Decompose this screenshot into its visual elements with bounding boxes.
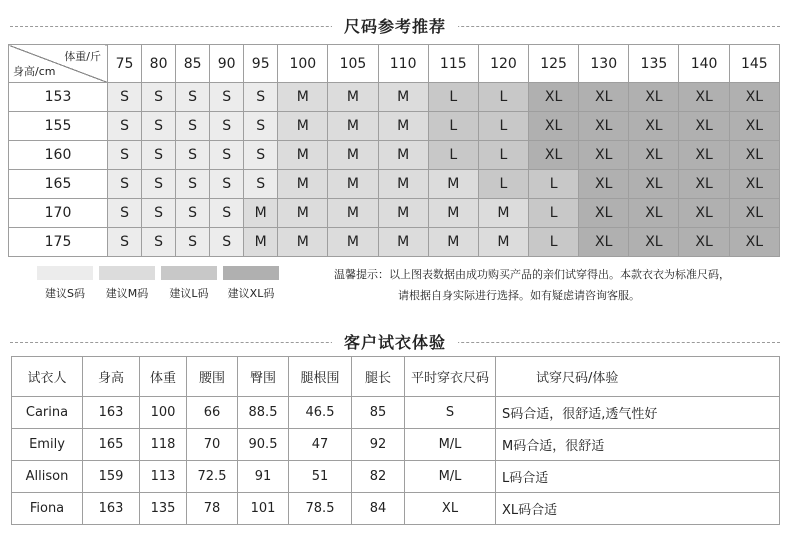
size-row: [9, 141, 780, 170]
height-cell: 165: [9, 170, 108, 199]
height-cell: 153: [9, 83, 108, 112]
size-cell: S: [176, 83, 210, 112]
weight-header-cell: 120: [478, 45, 528, 83]
size-cell: L: [428, 83, 478, 112]
size-cell: S: [108, 141, 142, 170]
size-cell: S: [244, 112, 278, 141]
experience-cell: 70: [187, 429, 238, 461]
experience-cell: M/L: [405, 429, 496, 461]
experience-cell: 90.5: [238, 429, 289, 461]
experience-cell: Carina: [12, 397, 83, 429]
size-cell: M: [428, 199, 478, 228]
legend-label: 建议S码: [45, 287, 85, 300]
size-row: [9, 170, 780, 199]
note-line: 请根据自身实际进行选择。如有疑虑请咨询客服。: [398, 289, 640, 302]
legend-label: 建议L码: [169, 287, 209, 300]
experience-cell: M/L: [405, 461, 496, 493]
weight-header-cell: 115: [428, 45, 478, 83]
size-cell: M: [378, 170, 428, 199]
height-cell: 175: [9, 228, 108, 257]
size-cell: M: [278, 112, 328, 141]
weight-header-cell: 125: [529, 45, 579, 83]
size-cell: XL: [729, 112, 779, 141]
experience-row: [12, 429, 780, 461]
size-cell: L: [529, 228, 579, 257]
weight-header-cell: 110: [378, 45, 428, 83]
experience-cell: 46.5: [289, 397, 352, 429]
size-cell: S: [244, 170, 278, 199]
size-cell: M: [478, 228, 528, 257]
experience-cell: XL: [405, 493, 496, 525]
size-cell: S: [210, 228, 244, 257]
legend-swatch: [99, 266, 155, 280]
weight-header-cell: 130: [579, 45, 629, 83]
experience-section-title: 客户试衣体验: [332, 330, 458, 353]
legend-swatch: [37, 266, 93, 280]
experience-cell: 47: [289, 429, 352, 461]
experience-header-row: [12, 357, 780, 397]
size-cell: M: [244, 228, 278, 257]
size-cell: L: [428, 141, 478, 170]
weight-header-cell: 135: [629, 45, 679, 83]
experience-cell: 163: [83, 493, 140, 525]
experience-row: [12, 493, 780, 525]
size-cell: S: [108, 170, 142, 199]
size-cell: XL: [629, 170, 679, 199]
experience-header-cell: 腰围: [187, 357, 238, 397]
size-cell: M: [428, 170, 478, 199]
size-cell: S: [244, 83, 278, 112]
experience-cell: S: [405, 397, 496, 429]
size-cell: XL: [579, 112, 629, 141]
size-cell: S: [176, 228, 210, 257]
legend-label: 建议M码: [105, 287, 149, 300]
size-cell: S: [142, 170, 176, 199]
weight-header-cell: 85: [176, 45, 210, 83]
experience-cell: 92: [352, 429, 405, 461]
size-cell: S: [142, 199, 176, 228]
weight-header-cell: 140: [679, 45, 729, 83]
size-cell: L: [478, 112, 528, 141]
size-cell: XL: [679, 228, 729, 257]
weight-header-cell: 105: [328, 45, 378, 83]
size-cell: XL: [579, 170, 629, 199]
height-cell: 170: [9, 199, 108, 228]
feedback-cell: S码合适，很舒适,透气性好: [496, 397, 780, 429]
size-header-row: [9, 45, 780, 83]
size-cell: L: [478, 170, 528, 199]
size-cell: XL: [679, 199, 729, 228]
experience-row: [12, 397, 780, 429]
weight-header-cell: 145: [729, 45, 779, 83]
experience-row: [12, 461, 780, 493]
size-cell: XL: [729, 141, 779, 170]
size-cell: S: [210, 141, 244, 170]
size-cell: S: [176, 199, 210, 228]
size-cell: M: [278, 228, 328, 257]
size-row: [9, 112, 780, 141]
experience-cell: Allison: [12, 461, 83, 493]
size-cell: L: [478, 141, 528, 170]
weight-header-cell: 80: [142, 45, 176, 83]
size-cell: XL: [679, 170, 729, 199]
size-cell: M: [278, 83, 328, 112]
size-note: [334, 264, 730, 306]
size-cell: S: [142, 228, 176, 257]
size-cell: XL: [679, 83, 729, 112]
experience-cell: Emily: [12, 429, 83, 461]
experience-cell: 118: [140, 429, 187, 461]
size-cell: S: [176, 170, 210, 199]
experience-cell: Fiona: [12, 493, 83, 525]
experience-cell: 66: [187, 397, 238, 429]
experience-cell: 135: [140, 493, 187, 525]
experience-header-cell: 平时穿衣尺码: [405, 357, 496, 397]
size-section-title: 尺码参考推荐: [332, 14, 458, 37]
legend-item: [161, 266, 217, 301]
height-cell: 155: [9, 112, 108, 141]
size-cell: XL: [729, 170, 779, 199]
size-cell: L: [428, 112, 478, 141]
size-cell: M: [278, 199, 328, 228]
experience-cell: 84: [352, 493, 405, 525]
size-cell: XL: [579, 199, 629, 228]
legend-item: [99, 266, 155, 301]
experience-header-cell: 臀围: [238, 357, 289, 397]
experience-section-title-bar: [0, 330, 790, 353]
size-cell: S: [210, 83, 244, 112]
size-cell: M: [378, 141, 428, 170]
weight-header-cell: 90: [210, 45, 244, 83]
size-cell: S: [176, 141, 210, 170]
size-cell: XL: [679, 112, 729, 141]
experience-cell: 78: [187, 493, 238, 525]
size-cell: S: [142, 83, 176, 112]
experience-header-cell: 身高: [83, 357, 140, 397]
size-row: [9, 83, 780, 112]
size-cell: L: [478, 83, 528, 112]
size-cell: S: [244, 141, 278, 170]
experience-cell: 101: [238, 493, 289, 525]
feedback-cell: XL码合适: [496, 493, 780, 525]
size-cell: XL: [579, 228, 629, 257]
legend-label: 建议XL码: [227, 287, 275, 300]
experience-header-cell: 试穿尺码/体验: [496, 357, 780, 397]
height-axis-label: 身高/cm: [13, 65, 56, 78]
size-cell: S: [210, 199, 244, 228]
size-cell: L: [529, 199, 579, 228]
size-cell: S: [108, 228, 142, 257]
size-cell: XL: [529, 83, 579, 112]
size-cell: XL: [729, 228, 779, 257]
note-line: 温馨提示：以上图表数据由成功购买产品的亲们试穿得出。本款衣衣为标准尺码，: [334, 268, 730, 281]
experience-cell: 82: [352, 461, 405, 493]
size-cell: XL: [579, 141, 629, 170]
size-cell: M: [328, 112, 378, 141]
weight-header-cell: 75: [108, 45, 142, 83]
size-cell: M: [328, 199, 378, 228]
size-cell: S: [108, 83, 142, 112]
size-cell: M: [328, 228, 378, 257]
experience-header-cell: 体重: [140, 357, 187, 397]
feedback-cell: L码合适: [496, 461, 780, 493]
legend-item: [223, 266, 279, 301]
size-cell: L: [529, 170, 579, 199]
size-row: [9, 228, 780, 257]
height-cell: 160: [9, 141, 108, 170]
experience-header-cell: 腿根围: [289, 357, 352, 397]
experience-cell: 159: [83, 461, 140, 493]
size-cell: M: [328, 170, 378, 199]
size-cell: XL: [529, 112, 579, 141]
size-cell: XL: [579, 83, 629, 112]
experience-cell: 91: [238, 461, 289, 493]
size-chart-table: [8, 44, 780, 257]
size-cell: S: [142, 112, 176, 141]
size-cell: XL: [629, 199, 679, 228]
size-cell: XL: [629, 112, 679, 141]
experience-cell: 88.5: [238, 397, 289, 429]
legend-swatch: [161, 266, 217, 280]
corner-cell: [9, 45, 108, 83]
size-section-title-bar: [0, 14, 790, 37]
size-cell: XL: [529, 141, 579, 170]
size-cell: XL: [679, 141, 729, 170]
size-cell: S: [108, 199, 142, 228]
experience-cell: 51: [289, 461, 352, 493]
fitting-experience-table: [11, 356, 780, 525]
weight-header-cell: 100: [278, 45, 328, 83]
size-cell: S: [176, 112, 210, 141]
size-cell: M: [278, 141, 328, 170]
experience-cell: 165: [83, 429, 140, 461]
size-cell: M: [378, 228, 428, 257]
weight-header-cell: 95: [244, 45, 278, 83]
experience-cell: 78.5: [289, 493, 352, 525]
size-cell: M: [244, 199, 278, 228]
size-cell: M: [378, 83, 428, 112]
size-cell: XL: [629, 228, 679, 257]
size-cell: M: [478, 199, 528, 228]
legend-item: [37, 266, 93, 301]
size-cell: M: [278, 170, 328, 199]
size-cell: M: [328, 83, 378, 112]
experience-cell: 100: [140, 397, 187, 429]
size-cell: S: [210, 112, 244, 141]
size-cell: S: [142, 141, 176, 170]
size-cell: M: [328, 141, 378, 170]
size-cell: S: [210, 170, 244, 199]
experience-cell: 85: [352, 397, 405, 429]
size-cell: XL: [729, 199, 779, 228]
experience-cell: 72.5: [187, 461, 238, 493]
weight-axis-label: 体重/斤: [64, 50, 101, 63]
size-cell: XL: [729, 83, 779, 112]
feedback-cell: M码合适，很舒适: [496, 429, 780, 461]
size-cell: M: [378, 112, 428, 141]
legend-swatch: [223, 266, 279, 280]
experience-cell: 163: [83, 397, 140, 429]
size-cell: XL: [629, 83, 679, 112]
size-cell: M: [378, 199, 428, 228]
size-cell: XL: [629, 141, 679, 170]
size-cell: S: [108, 112, 142, 141]
size-cell: M: [428, 228, 478, 257]
experience-header-cell: 腿长: [352, 357, 405, 397]
experience-cell: 113: [140, 461, 187, 493]
size-row: [9, 199, 780, 228]
experience-header-cell: 试衣人: [12, 357, 83, 397]
